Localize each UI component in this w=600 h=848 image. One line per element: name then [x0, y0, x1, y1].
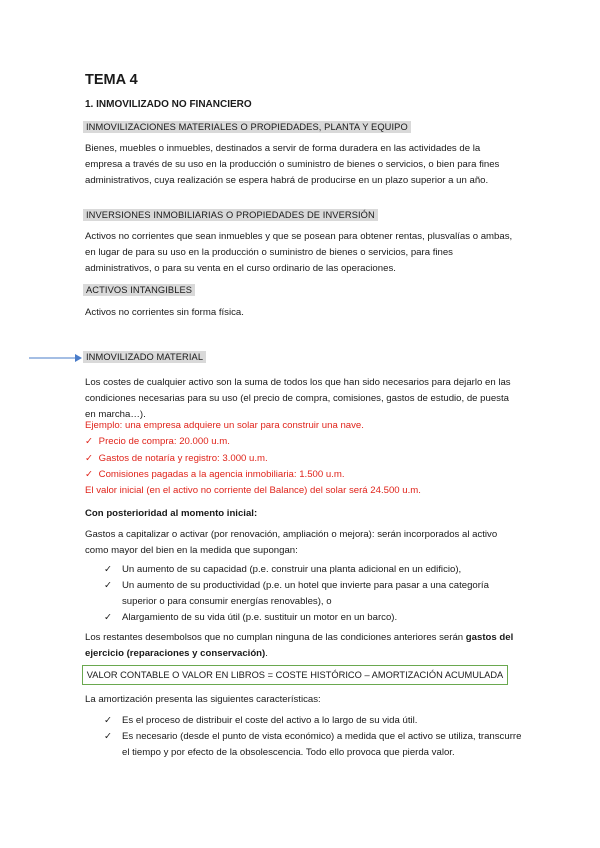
example-block	[85, 418, 525, 499]
heading-intangibles: ACTIVOS INTANGIBLES	[83, 284, 195, 296]
list-item: ✓ Es necesario (desde el punto de vista económico) a medida que el activo se utiliza, transcurre el tiempo y por efecto de la obsolescencia. Todo ello provoca que pierda valor.	[104, 731, 522, 758]
example-item: ✓ Comisiones pagadas a la agencia inmobiliaria: 1.500 u.m.	[85, 467, 525, 483]
page-title: TEMA 4	[85, 72, 138, 88]
check-icon: ✓	[85, 452, 94, 464]
check-icon: ✓	[104, 731, 113, 742]
list-item: ✓ Alargamiento de su vida útil (p.e. sustituir un motor en un barco).	[104, 610, 524, 626]
check-icon: ✓	[104, 715, 113, 726]
amortizacion-list	[104, 713, 524, 761]
heading-inversiones: INVERSIONES INMOBILIARIAS O PROPIEDADES DE INVERSIÓN	[83, 209, 378, 221]
check-icon: ✓	[85, 436, 94, 448]
text-inmovilizado-material: Los costes de cualquier activo son la suma de todos los que han sido necesarios para dejarlo en las condiciones necesarias para su uso (el precio de compra, comisiones, gastos de estudio, de puesta en marcha…).	[85, 377, 511, 420]
check-icon: ✓	[104, 612, 113, 623]
list-item: ✓ Es el proceso de distribuir el coste del activo a lo largo de su vida útil.	[104, 713, 524, 729]
posterior-text: Gastos a capitalizar o activar (por renovación, ampliación o mejora): serán incorporados al activo como mayor del bien en la medida que supongan:	[85, 529, 498, 556]
check-icon: ✓	[104, 564, 113, 575]
heading-inmovilizado-material: INMOVILIZADO MATERIAL	[83, 351, 206, 363]
heading-materiales: INMOVILIZACIONES MATERIALES O PROPIEDADES, PLANTA Y EQUIPO	[83, 121, 411, 133]
remaining-text: Los restantes desembolsos que no cumplan ninguna de las condiciones anteriores serán gastos del ejercicio (reparaciones y conservación).	[85, 632, 514, 659]
text-materiales: Bienes, muebles o inmuebles, destinados a servir de forma duradera en las actividades de la empresa a través de su uso en la producción o suministro de bienes o servicios, o bien para fines administrativos, cuya realización se espera habrá de producirse en un plazo superior a un año.	[85, 143, 500, 186]
example-item: ✓ Precio de compra: 20.000 u.m.	[85, 434, 525, 450]
text-inversiones: Activos no corrientes que sean inmuebles y que se posean para obtener rentas, plusvalías o ambas, en lugar de para su uso en la producción o suministro de bienes o servicios, para fines administrativos, o para su venta en el curso ordinario de las operaciones.	[85, 231, 513, 274]
example-item: ✓ Gastos de notaría y registro: 3.000 u.m.	[85, 451, 525, 467]
example-intro: Ejemplo: una empresa adquiere un solar para construir una nave.	[85, 420, 364, 431]
posterior-heading: Con posterioridad al momento inicial:	[85, 508, 258, 519]
amortizacion-intro: La amortización presenta las siguientes características:	[85, 694, 321, 705]
section-heading: 1. INMOVILIZADO NO FINANCIERO	[85, 99, 252, 110]
arrow-right-icon	[28, 352, 84, 364]
example-result: El valor inicial (en el activo no corriente del Balance) del solar será 24.500 u.m.	[85, 485, 421, 497]
text-intangibles: Activos no corrientes sin forma física.	[85, 307, 244, 318]
list-item: ✓ Un aumento de su capacidad (p.e. construir una planta adicional en un edificio),	[104, 562, 524, 578]
list-item: ✓ Un aumento de su productividad (p.e. un hotel que invierte para pasar a una categoría superior o para consumir energías renovables), o	[104, 580, 489, 607]
posterior-list	[104, 562, 524, 626]
check-icon: ✓	[104, 580, 113, 591]
formula-box: VALOR CONTABLE O VALOR EN LIBROS = COSTE HISTÓRICO – AMORTIZACIÓN ACUMULADA	[82, 665, 508, 685]
check-icon: ✓	[85, 468, 94, 480]
